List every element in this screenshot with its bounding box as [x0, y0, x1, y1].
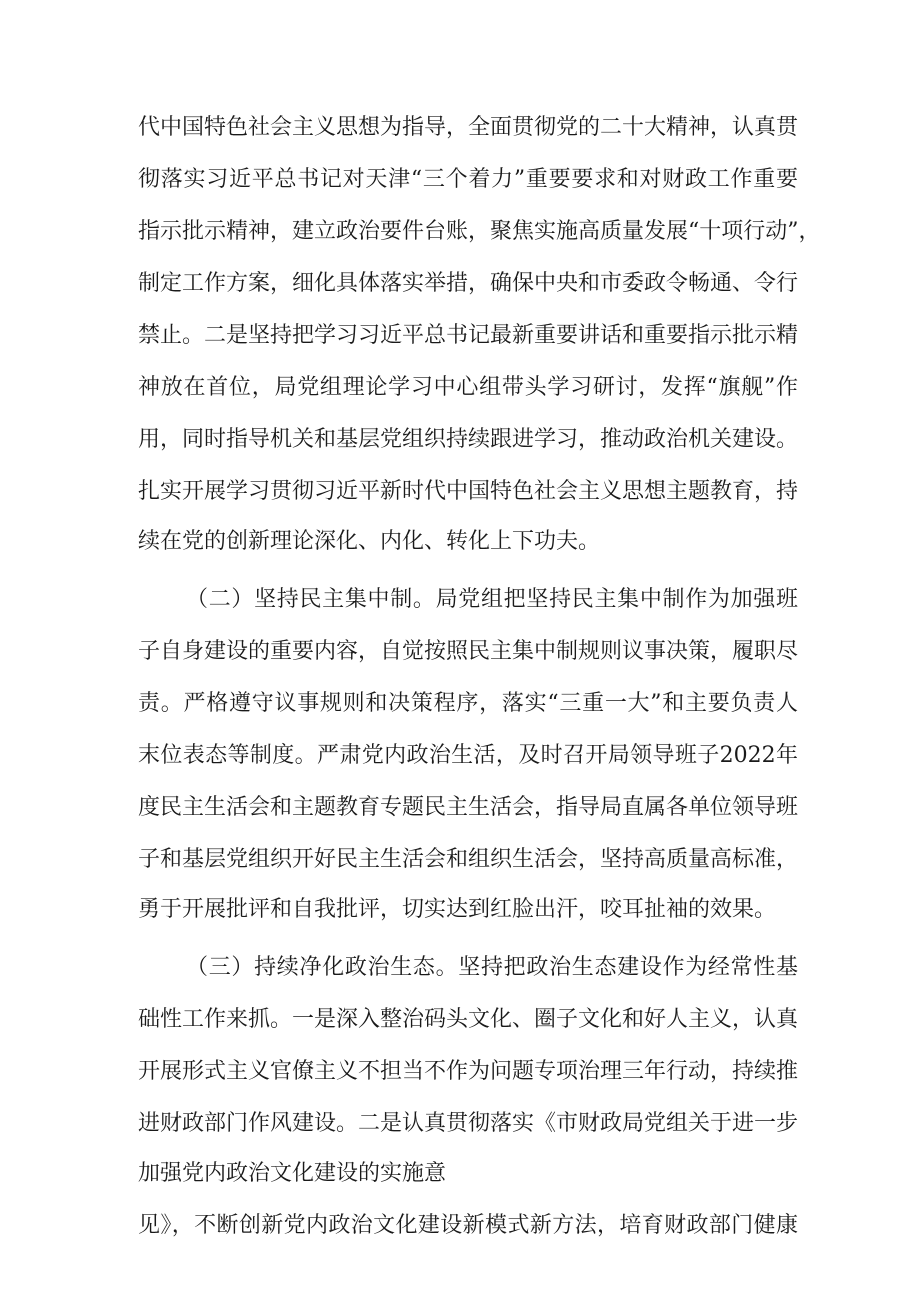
- p3-line-3: 开展形式主义官僚主义不担当不作为问题专项治理三年行动，持续推: [138, 1059, 799, 1084]
- p1-line-9: 续在党的创新理论深化、内化、转化上下功夫。: [138, 529, 601, 554]
- p3-line-5: 加强党内政治文化建设的实施意: [138, 1161, 447, 1186]
- p1-line-5: 禁止。二是坚持把学习习近平总书记最新重要讲话和重要指示批示精: [138, 323, 799, 348]
- p1-line-6: 神放在首位，局党组理论学习中心组带头学习研讨，发挥“旗舰”作: [138, 375, 798, 400]
- p2-line-7: 勇于开展批评和自我批评，切实达到红脸出汗，咬耳扯袖的效果。: [138, 897, 777, 922]
- p2-line-6: 子和基层党组织开好民主生活会和组织生活会，坚持高质量高标准，: [138, 847, 799, 872]
- p1-line-1: 代中国特色社会主义思想为指导，全面贯彻党的二十大精神，认真贯: [138, 115, 799, 140]
- p2-line-1: （二）坚持民主集中制。局党组把坚持民主集中制作为加强班: [186, 587, 798, 612]
- p1-line-2: 彻落实习近平总书记对天津“三个着力”重要要求和对财政工作重要: [138, 167, 798, 192]
- p1-line-8: 扎实开展学习贯彻习近平新时代中国特色社会主义思想主题教育，持: [138, 479, 799, 504]
- p3-line-6: 见》，不断创新党内政治文化建设新模式新方法，培育财政部门健康: [138, 1213, 798, 1238]
- p3-line-1: （三）持续净化政治生态。坚持把政治生态建设作为经常性基: [186, 955, 798, 980]
- p1-line-7: 用，同时指导机关和基层党组织持续跟进学习，推动政治机关建设。: [138, 427, 799, 452]
- p2-line-3: 责。严格遵守议事规则和决策程序，落实“三重一大”和主要负责人: [138, 691, 798, 716]
- p2-line-2: 子自身建设的重要内容，自觉按照民主集中制规则议事决策，履职尽: [138, 639, 799, 664]
- p3-line-2: 础性工作来抓。一是深入整治码头文化、圈子文化和好人主义，认真: [138, 1007, 799, 1032]
- p1-line-3: 指示批示精神，建立政治要件台账，聚焦实施高质量发展“十项行动”，: [138, 219, 821, 244]
- p3-line-4: 进财政部门作风建设。二是认真贯彻落实《市财政局党组关于进一步: [138, 1111, 799, 1136]
- p2-line-4: 末位表态等制度。严肃党内政治生活，及时召开局领导班子2022年: [138, 743, 798, 768]
- p2-line-5: 度民主生活会和主题教育专题民主生活会，指导局直属各单位领导班: [138, 795, 799, 820]
- p1-line-4: 制定工作方案，细化具体落实举措，确保中央和市委政令畅通、令行: [138, 271, 799, 296]
